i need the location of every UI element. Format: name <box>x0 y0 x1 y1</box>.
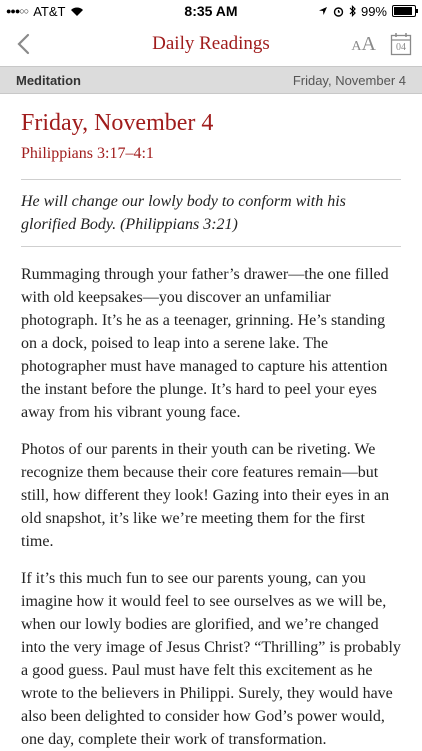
battery-percent: 99% <box>360 3 387 19</box>
signal-icon: ●●●○○ <box>6 6 29 16</box>
chevron-left-icon <box>16 33 30 55</box>
divider <box>21 246 401 247</box>
location-icon <box>318 6 328 16</box>
calendar-button[interactable] <box>390 32 412 56</box>
section-label: Meditation <box>16 72 81 88</box>
status-left <box>6 4 84 19</box>
reading-date-heading: Friday, November 4 <box>21 110 214 136</box>
reading-content <box>0 94 422 751</box>
back-button[interactable] <box>16 28 40 60</box>
section-bar <box>0 66 422 94</box>
divider <box>21 179 401 180</box>
nav-bar <box>0 22 422 66</box>
nav-actions <box>351 32 412 56</box>
wifi-icon <box>70 6 84 17</box>
calendar-day: 04 <box>396 42 406 53</box>
meditation-paragraph: If it’s this much fun to see our parents young, can you imagine how it would feel to see ourselves as we will be, when our lowly bodies are glorified, and we’re changed into the very image of Jesus Christ? “Thrilling” is probably a good guess. Paul must have felt this excitement as he wrote to the believers in Philippi. Surely, they would have also been delighted to consider how God’s power would, one day, complete their work of transformation. <box>21 570 401 748</box>
alarm-icon <box>333 6 344 17</box>
status-bar <box>0 0 422 22</box>
section-date: Friday, November 4 <box>292 72 406 88</box>
bluetooth-icon <box>349 5 356 17</box>
meditation-paragraph: Rummaging through your father’s drawer—the one filled with old keepsakes—you discover an unfamiliar photograph. It’s he as a teenager, grinning. He’s standing on a dock, poised to leap into a serene lake. The photographer must have managed to capture his attention the instant before the plunge. It’s hard to peel your eyes away from his vibrant young face. <box>21 266 389 421</box>
key-verse: He will change our lowly body to conform with his glorified Body. (Philippians 3:21) <box>21 193 346 233</box>
page-title: Daily Readings <box>152 33 270 54</box>
font-size-button[interactable] <box>351 33 376 56</box>
status-time: 8:35 AM <box>184 3 238 19</box>
carrier-label: AT&T <box>33 3 66 19</box>
font-size-icon: AA <box>351 32 376 55</box>
meditation-paragraph: Photos of our parents in their youth can be riveting. We recognize them because their core features remain—but still, how different they look! Gazing into their eyes in an old snapshot, it’s like we’re meeting them for the first time. <box>21 441 390 550</box>
scripture-reference[interactable]: Philippians 3:17–4:1 <box>21 145 154 162</box>
status-right <box>318 4 416 19</box>
battery-icon <box>392 5 416 17</box>
